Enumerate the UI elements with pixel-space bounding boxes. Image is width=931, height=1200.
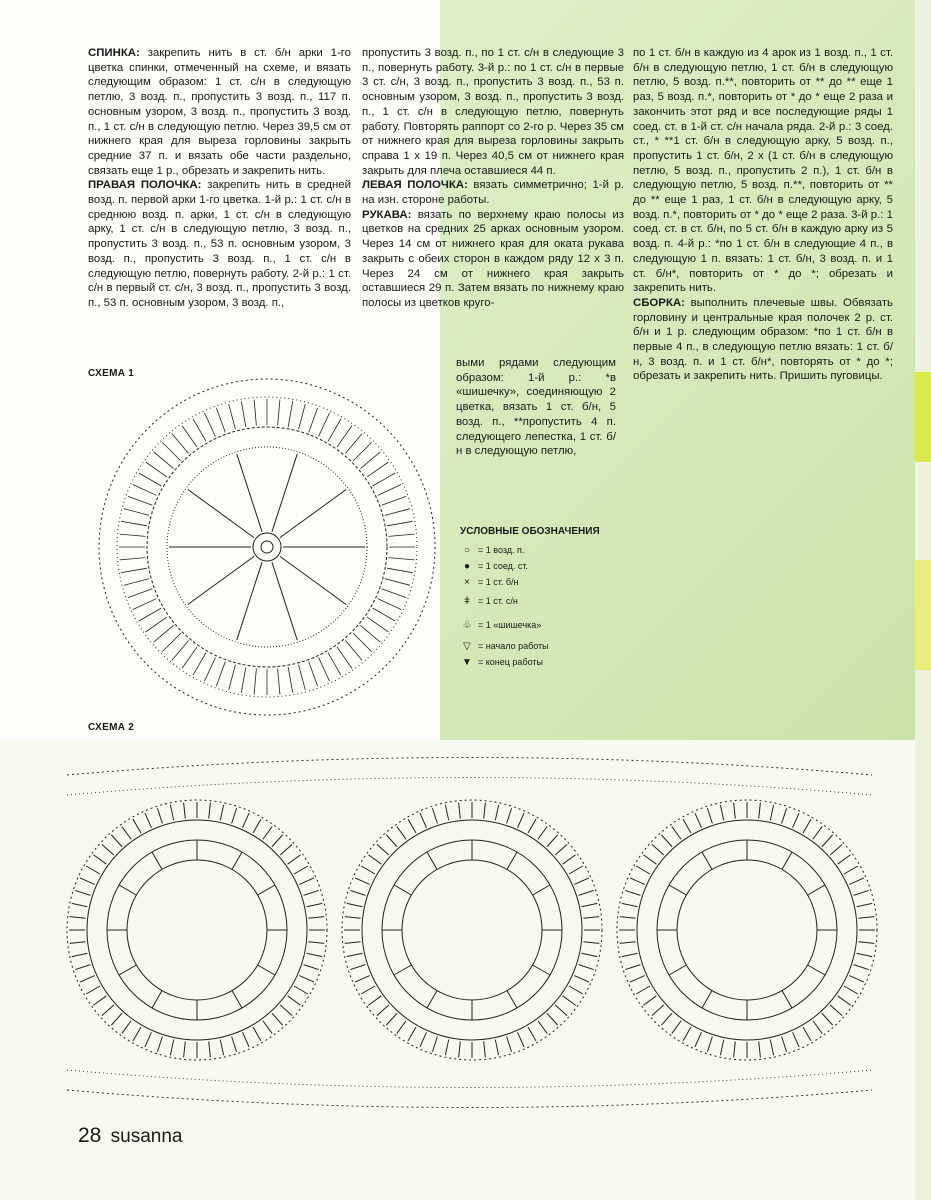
scheme-1-label: СХЕМА 1 [88,368,135,379]
text-column-1 [88,46,351,311]
legend-label: = 1 ст. с/н [478,596,518,606]
chain-stitch-icon: ○ [463,544,471,556]
section-heading-back: СПИНКА: [88,47,140,59]
slip-stitch-icon: ● [463,560,471,572]
legend-item [460,574,600,590]
section-heading-right-front: ПРАВАЯ ПОЛОЧКА: [88,179,202,192]
right-front-instructions: закрепить нить в средней возд. п. первой арки 1-го цветка. 1-й р.: 1 ст. с/н в среднюю возд. п. арки, 1 ст. с/н в следующую арку, 1 ст. с/н в следующую петлю, 3 возд. п., пропустить 3 возд. п., 53 п. основным узором, 3 возд. п., пропустить 3 возд. п., 1 ст. с/н в следующую петлю, повернуть работу. 2-й р.: 1 ст. с/н в первый ст. с/н, 3 возд. п., пропустить 3 возд. п., 53 п. основным узором, 3 возд. п., [88,179,351,309]
section-heading-left-front: ЛЕВАЯ ПОЛОЧКА: [362,179,468,192]
legend-label: = начало работы [478,641,549,651]
legend-label: = 1 «шишечка» [478,620,542,630]
legend [460,526,600,670]
single-crochet-icon: × [464,576,470,588]
section-heading-sleeves: РУКАВА: [362,208,412,221]
legend-item [460,558,600,574]
back-instructions: закрепить нить в ст. б/н арки 1-го цветка спинки, отмеченный на схеме, и вязать следующим образом: 1 ст. с/н в следующую петлю, 3 возд. п., пропустить 3 возд. п., 117 п. основным узором, 3 возд. п., пропустить 3 возд. п., 1 ст. с/н в следующую петлю. Через 39,5 см от нижнего края для выреза горловины закрыть средние 37 п. и вязать обе части раздельно, связать еще 1 р., обрезать и закрепить нить. [88,47,351,177]
legend-item [460,654,600,670]
legend-label: = 1 соед. ст. [478,561,529,571]
page-footer [78,1124,182,1148]
section-heading-assembly: СБОРКА: [633,296,685,309]
assembly-instructions: выполнить плечевые швы. Обвязать горловину и центральные края полочек 2 р. ст. б/н и 1 р. следующим образом: *по 1 ст. б/н в первые 4 п., в следующую петлю вязать: 1 ст. б/н, 3 возд. п. и 1 ст. б/н*, повторять от * до *; обрезать и закрепить нить. Пришить пуговицы. [633,296,893,383]
legend-item [460,612,600,638]
sleeves-rows-continued: по 1 ст. б/н в каждую из 4 арок из 1 возд. п., 1 ст. б/н в следующую петлю, 1 ст. б/н в следующую петлю, 5 возд. п.**, повторить от ** до ** еще 1 раз, 5 возд. п.*, повторить от * до * еще 2 раза и закончить этот ряд и все последующие ряды 1 соед. ст. в 1-й ст. с/н начала ряда. 2-й р.: 3 соед. ст., * **1 ст. б/н в следующую арку, 5 возд. п., пропустить 1 ст. б/н, 2 х (1 ст. б/н в следующую петлю, 5 возд. п., пропустить 2 п.), 1 ст. б/н в следующую петлю, 5 возд. п.**, повторить от ** до ** еще 1 раз, 1 ст. б/н в следующую арку, 5 возд. п.*, повторить от * до * еще 2 раза. 3-й р.: 1 соед. ст. в ст. б/н, по 5 ст. б/н в каждую арку из 5 возд. п. 4-й р.: *по 1 ст. б/н в следующие 4 п., в следующую 1 п. вязать: 1 ст. б/н, 3 возд. п. и 1 ст. б/н*, повторить от * до *; обрезать и закрепить нить. [633,47,893,295]
magazine-brand: susanna [110,1126,183,1147]
legend-label: = 1 возд. п. [478,545,525,555]
legend-label: = 1 ст. б/н [478,577,519,587]
scheme-1-flower-diagram [95,362,445,732]
double-crochet-icon: ǂ [464,595,470,607]
bobble-icon: ♧ [462,619,472,631]
left-front-instructions: вязать симметрично; 1-й р. на изн. стороне работы. [362,179,625,207]
text-column-3 [633,46,893,384]
lime-tab [915,372,931,462]
right-front-continued: пропустить 3 возд. п., по 1 ст. с/н в следующие 3 п., повернуть работу. 3-й р.: по 1 ст. с/н в первые 3 ст. с/н, 3 возд. п., пропустить 3 возд. п., 53 п. основным узором, 3 возд. п., пропустить 3 возд. п., 1 ст. с/н в следующую петлю, повернуть работу. Повторять раппорт со 2-го р. Через 35 см от нижнего края для выреза горловины закрыть справа 1 х 19 п. Через 40,5 см от нижнего края закрыть для плеча оставшиеся 44 п. [362,47,624,177]
legend-item [460,590,600,612]
page-number: 28 [78,1124,102,1147]
legend-item [460,638,600,654]
sleeves-instructions-continued: выми рядами следующим образом: 1-й р.: *в «шишечку», соединяющую 2 цветка, вязать 1 ст. б/н, 5 возд. п., **пропустить 4 п. следующего лепестка, 1 ст. б/н в следующую петлю, [456,357,616,458]
legend-label: = конец работы [478,657,543,667]
legend-title: УСЛОВНЫЕ ОБОЗНАЧЕНИЯ [460,526,600,537]
lime-tab-2 [915,560,931,670]
start-marker-icon: ▽ [463,640,471,652]
text-column-2 [362,46,624,311]
scheme-2-label: СХЕМА 2 [88,722,135,733]
end-marker-icon: ▼ [462,656,472,668]
sleeves-instructions: вязать по верхнему краю полосы из цветков на средних 25 арках основным узором. Через 14 см от нижнего края для оката рукава закрыть с обеих сторон в каждом ряду 12 х 3 п. Через 24 см от нижнего края закрыть оставшиеся 29 п. Затем вязать по нижнему краю полосы из цветков круго- [362,208,624,309]
scheme-2-strip-diagram [62,735,892,1125]
legend-item [460,542,600,558]
